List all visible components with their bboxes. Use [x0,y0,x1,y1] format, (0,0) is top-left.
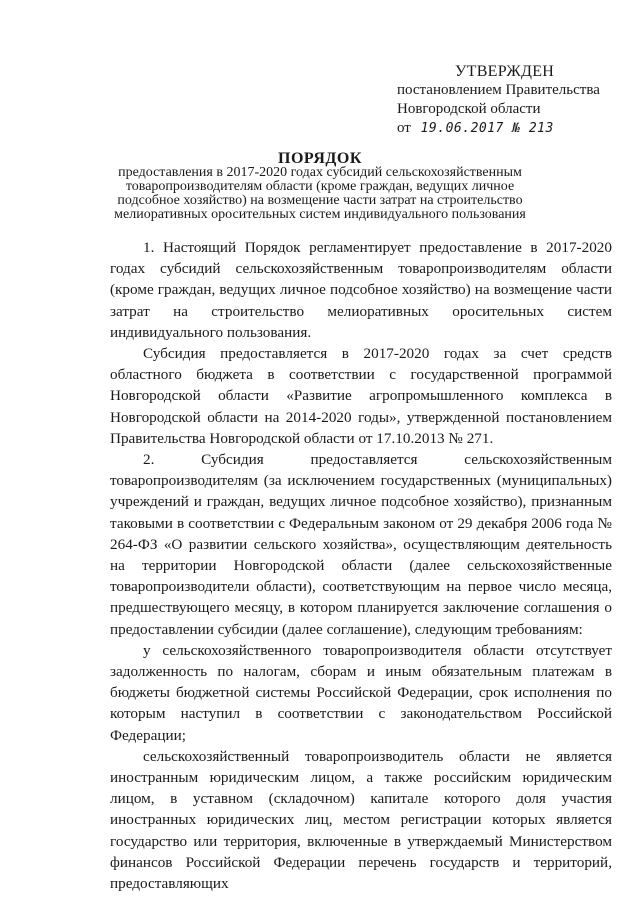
approval-date-prefix: от [397,120,411,136]
paragraph-4: у сельскохозяйственного товаропроизводителя области отсутствует задолженность по налогам, сборам и иным обязательным платежам в бюджеты бюджетной системы Российской Федерации, срок исполнения по которым наступил в соответствии с законодательством Российской Федерации; [110,641,612,744]
document-body [110,237,612,894]
paragraph-5: сельскохозяйственный товаропроизводитель области не является иностранным юридическим лицом, а также российским юридическим лицом, в уставном (складочном) капитале которого доля участия иностранных юридических лиц, местом регистрации которых является государство или территория, включенные в утверждаемый Министерством финансов Российской Федерации перечень государств и территорий, предоставляющих [110,747,612,893]
approval-stamp [397,62,627,138]
approval-date-number: 19.06.2017 № 213 [420,121,554,136]
approval-line-1: постановлением Правительства [397,82,600,98]
paragraph-3: 2. Субсидия предоставляется сельскохозяйственным товаропроизводителям (за исключением государственных (муниципальных) учреждений и граждан, ведущих личное подсобное хозяйство), признанным таковыми в соответствии с Федеральным законом от 29 декабря 2006 года № 264-ФЗ «О развитии сельского хозяйства», осуществляющим деятельность на территории Новгородской области (далее сельскохозяйственные товаропроизводители области), соответствующим на первое число месяца, предшествующего месяцу, в котором планируется заключение соглашения о предоставлении субсидии (далее соглашение), следующим требованиям: [110,451,612,638]
paragraph-2: Субсидия предоставляется в 2017-2020 годах за счет средств областного бюджета в соответствии с государственной программой Новгородской области «Развитие агропромышленного комплекса в Новгородской области на 2014-2020 годы», утвержденной постановлением Правительства Новгородской области от 17.10.2013 № 271. [110,345,612,447]
approval-line-2: Новгородской области [397,101,541,117]
document-title: ПОРЯДОК [278,150,362,167]
approval-date-line [397,119,627,138]
approval-title: УТВЕРЖДЕН [455,63,555,80]
document-subtitle: предоставления в 2017-2020 годах субсидий сельскохозяйственным товаропроизводителям области (кроме граждан, ведущих личное подсобное хозяйство) на возмещение части затрат на строительство мелиоративных оросительных систем индивидуального пользования [114,165,526,222]
paragraph-1: 1. Настоящий Порядок регламентирует предоставление в 2017-2020 годах субсидий сельскохозяйственным товаропроизводителям области (кроме граждан, ведущих личное подсобное хозяйство) на возмещение части затрат на строительство мелиоративных оросительных систем индивидуального пользования. [110,239,612,341]
